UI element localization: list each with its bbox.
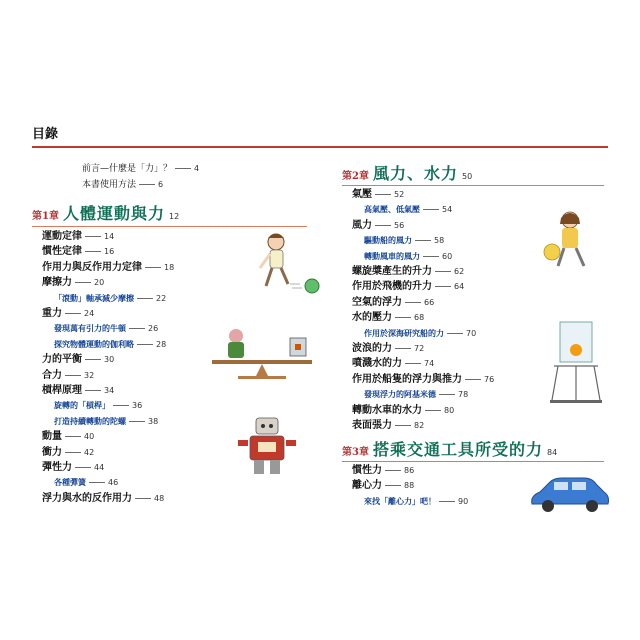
chapter-page: 84 (546, 448, 558, 457)
chapter-page: 50 (461, 172, 473, 181)
toc-entry-title: 水的壓力 (352, 312, 392, 324)
leader-dash (439, 394, 455, 395)
toc-entry-title: 衝力 (42, 446, 62, 458)
toc-entry-page: 24 (84, 309, 95, 318)
leader-dash (89, 482, 105, 483)
toc-entry-title: 轉動風車的風力 (364, 251, 420, 261)
toc-subentry[interactable] (364, 388, 468, 402)
chapter-rule (342, 461, 604, 462)
toc-entry-title: 力的平衡 (42, 354, 82, 366)
toc-entry-page: 44 (94, 463, 105, 472)
leader-dash (85, 251, 101, 252)
toc-entry-page: 86 (404, 466, 415, 475)
leader-dash (405, 363, 421, 364)
toc-entry[interactable] (42, 384, 114, 398)
toc-entry-title: 運動定律 (42, 231, 82, 242)
chapter-title: 人體運動與力 (62, 204, 165, 223)
toc-entry[interactable] (352, 188, 404, 202)
toc-subentry[interactable] (54, 399, 142, 413)
car-illustration (528, 468, 612, 514)
toc-entry[interactable] (352, 311, 424, 325)
toc-entry[interactable] (352, 296, 434, 310)
toc-entry-page: 18 (164, 262, 175, 272)
toc-entry-page: 70 (466, 328, 477, 338)
leader-dash (113, 405, 129, 406)
toc-entry-page: 52 (394, 190, 405, 199)
toc-entry-title: 轉動水車的水力 (352, 404, 422, 416)
leader-dash (395, 348, 411, 349)
toc-entry-page: 54 (442, 205, 453, 215)
chapter-title: 風力、水力 (372, 164, 458, 183)
chapter-label: 第1章 (32, 211, 59, 222)
leader-dash (435, 286, 451, 287)
toc-subentry[interactable] (364, 203, 452, 217)
toc-entry-title: 摩擦力 (42, 277, 72, 289)
toc-entry[interactable] (352, 404, 454, 418)
leader-dash (395, 425, 411, 426)
toc-entry[interactable] (352, 464, 414, 478)
toc-entry-title: 彈性力 (42, 462, 72, 473)
toc-entry-page: 22 (156, 293, 167, 303)
leader-dash (145, 267, 161, 268)
toc-entry-title: 動量 (42, 431, 62, 443)
toc-subentry[interactable] (364, 234, 444, 248)
leader-dash (137, 298, 153, 299)
page-title: 目錄 (32, 127, 59, 142)
leader-dash (425, 410, 441, 411)
chapter-2-heading[interactable] (342, 162, 472, 186)
chapter-rule (342, 185, 604, 186)
leader-dash (439, 501, 455, 502)
toc-entry[interactable] (82, 162, 199, 176)
toc-entry[interactable] (352, 265, 464, 279)
toc-entry-page: 36 (132, 401, 143, 411)
toc-entry-title: 發現浮力的阿基米德 (364, 390, 436, 400)
toc-entry[interactable] (42, 261, 174, 275)
toc-entry[interactable] (352, 280, 464, 294)
leader-dash (447, 333, 463, 334)
toc-entry[interactable] (352, 373, 494, 387)
toc-entry-page: 28 (156, 339, 167, 349)
leader-dash (85, 236, 101, 237)
leader-dash (129, 328, 145, 329)
toc-entry[interactable] (42, 245, 114, 259)
toc-entry-page: 38 (148, 416, 159, 426)
leader-dash (423, 209, 439, 210)
toc-entry[interactable] (42, 353, 114, 367)
leader-dash (75, 467, 91, 468)
toc-entry[interactable] (42, 446, 94, 460)
toc-entry-title: 噴濺水的力 (352, 358, 402, 370)
chapter-3-heading[interactable] (342, 438, 557, 462)
toc-entry-page: 80 (444, 405, 455, 415)
header-rule (32, 146, 608, 148)
toc-entry[interactable] (352, 342, 424, 356)
toc-entry[interactable] (42, 492, 164, 506)
child-with-ball-illustration (534, 208, 604, 278)
leader-dash (85, 359, 101, 360)
toc-entry-page: 40 (84, 432, 95, 442)
toc-entry-title: 風力 (352, 219, 372, 231)
leader-dash (175, 168, 191, 169)
toc-entry[interactable] (42, 430, 94, 444)
toc-entry-title: 「滾動」軸承減少摩擦 (54, 293, 134, 303)
toc-entry-page: 58 (434, 236, 445, 246)
toc-subentry[interactable] (54, 338, 166, 352)
toc-entry-title: 驅動船的風力 (364, 236, 412, 246)
toc-entry-page: 66 (424, 297, 435, 307)
toc-entry[interactable] (352, 419, 424, 433)
toc-subentry[interactable] (364, 250, 452, 264)
toc-entry-page: 30 (104, 355, 115, 365)
toc-entry-page: 78 (458, 390, 469, 400)
chapter-1-heading[interactable] (32, 202, 179, 226)
toc-subentry[interactable] (54, 322, 158, 336)
toc-entry[interactable] (352, 357, 434, 371)
chapter-page: 12 (168, 212, 180, 221)
toc-subentry[interactable] (54, 476, 118, 490)
child-bowling-illustration (232, 228, 322, 308)
toc-entry-title: 各種彈簧 (54, 478, 86, 488)
toc-entry-page: 88 (404, 481, 415, 491)
toc-entry-title: 旋轉的「槓桿」 (54, 401, 110, 411)
toc-entry-title: 作用於深海研究船的力 (364, 328, 444, 338)
leader-dash (405, 302, 421, 303)
toc-entry-page: 72 (414, 344, 425, 353)
chapter-label: 第3章 (342, 447, 369, 458)
chapter-label: 第2章 (342, 171, 369, 182)
leader-dash (139, 184, 155, 185)
toc-entry-page: 26 (148, 324, 159, 334)
toc-entry-title: 高氣壓、低氣壓 (364, 205, 420, 215)
toc-entry[interactable] (352, 479, 414, 493)
toc-entry-page: 56 (394, 220, 405, 230)
toc-entry-page: 4 (194, 164, 200, 173)
toc-entry[interactable] (42, 230, 114, 244)
toc-entry-title: 離心力 (352, 480, 382, 492)
toc-entry-page: 46 (108, 478, 119, 488)
leader-dash (385, 485, 401, 486)
toc-subentry[interactable] (54, 415, 158, 429)
toc-entry-title: 氣壓 (352, 189, 372, 200)
leader-dash (375, 225, 391, 226)
leader-dash (465, 379, 481, 380)
leader-dash (65, 452, 81, 453)
toc-entry-title: 螺旋槳產生的升力 (352, 266, 432, 277)
toc-subentry[interactable] (364, 495, 468, 509)
leader-dash (75, 282, 91, 283)
toc-subentry[interactable] (364, 327, 476, 341)
toc-entry-title: 槓桿原理 (42, 385, 82, 396)
toc-entry-page: 60 (442, 251, 453, 261)
toc-entry[interactable] (42, 369, 94, 383)
leader-dash (129, 421, 145, 422)
toc-entry-page: 68 (414, 313, 425, 323)
toc-entry-page: 16 (104, 247, 115, 257)
chapter-title: 搭乘交通工具所受的力 (372, 440, 543, 459)
leader-dash (65, 436, 81, 437)
toc-entry-page: 14 (104, 232, 115, 241)
seesaw-illustration (210, 326, 320, 388)
toc-entry-page: 76 (484, 374, 495, 384)
toc-entry-title: 作用於船隻的浮力與推力 (352, 373, 462, 385)
toc-entry-page: 82 (414, 421, 425, 430)
leader-dash (135, 498, 151, 499)
toc-entry-page: 20 (94, 278, 105, 288)
leader-dash (423, 256, 439, 257)
toc-entry-title: 探究物體運動的伽利略 (54, 339, 134, 349)
robot-toy-illustration (228, 416, 308, 482)
leader-dash (385, 470, 401, 471)
toc-entry[interactable] (42, 461, 104, 475)
toc-entry-page: 62 (454, 267, 465, 276)
toc-entry[interactable] (42, 276, 104, 290)
toc-entry-title: 慣性力 (352, 465, 382, 476)
toc-entry-title: 打造持續轉動的陀螺 (54, 416, 126, 426)
leader-dash (65, 313, 81, 314)
toc-entry-title: 發現萬有引力的牛頓 (54, 324, 126, 334)
toc-entry-title: 本書使用方法 (82, 180, 137, 190)
toc-entry-page: 74 (424, 359, 435, 369)
chapter-rule (32, 226, 307, 227)
toc-entry[interactable] (82, 178, 163, 192)
leader-dash (435, 271, 451, 272)
toc-entry-title: 表面張力 (352, 420, 392, 431)
toc-entry-title: 作用於飛機的升力 (352, 281, 432, 293)
toc-entry-title: 空氣的浮力 (352, 296, 402, 308)
toc-entry-title: 慣性定律 (42, 246, 82, 258)
toc-entry-page: 64 (454, 282, 465, 292)
toc-entry-page: 34 (104, 386, 115, 395)
toc-entry-page: 32 (84, 370, 95, 380)
toc-subentry[interactable] (54, 292, 166, 306)
toc-entry-title: 作用力與反作用力定律 (42, 261, 142, 273)
toc-entry[interactable] (42, 307, 94, 321)
toc-entry-page: 6 (158, 180, 164, 189)
toc-entry-page: 90 (458, 496, 469, 506)
toc-entry[interactable] (352, 219, 404, 233)
toc-entry-title: 浮力與水的反作用力 (42, 492, 132, 504)
toc-entry-title: 來找「離心力」吧！ (364, 496, 436, 506)
beaker-stand-illustration (548, 320, 604, 404)
toc-entry-title: 波浪的力 (352, 343, 392, 354)
leader-dash (375, 194, 391, 195)
toc-entry-page: 42 (84, 447, 95, 457)
toc-entry-title: 重力 (42, 308, 62, 319)
toc-entry-title: 合力 (42, 369, 62, 381)
leader-dash (395, 317, 411, 318)
toc-entry-title: 前言—什麼是「力」？ (82, 164, 173, 174)
leader-dash (65, 375, 81, 376)
toc-entry-page: 48 (154, 493, 165, 503)
leader-dash (415, 240, 431, 241)
leader-dash (137, 344, 153, 345)
leader-dash (85, 390, 101, 391)
